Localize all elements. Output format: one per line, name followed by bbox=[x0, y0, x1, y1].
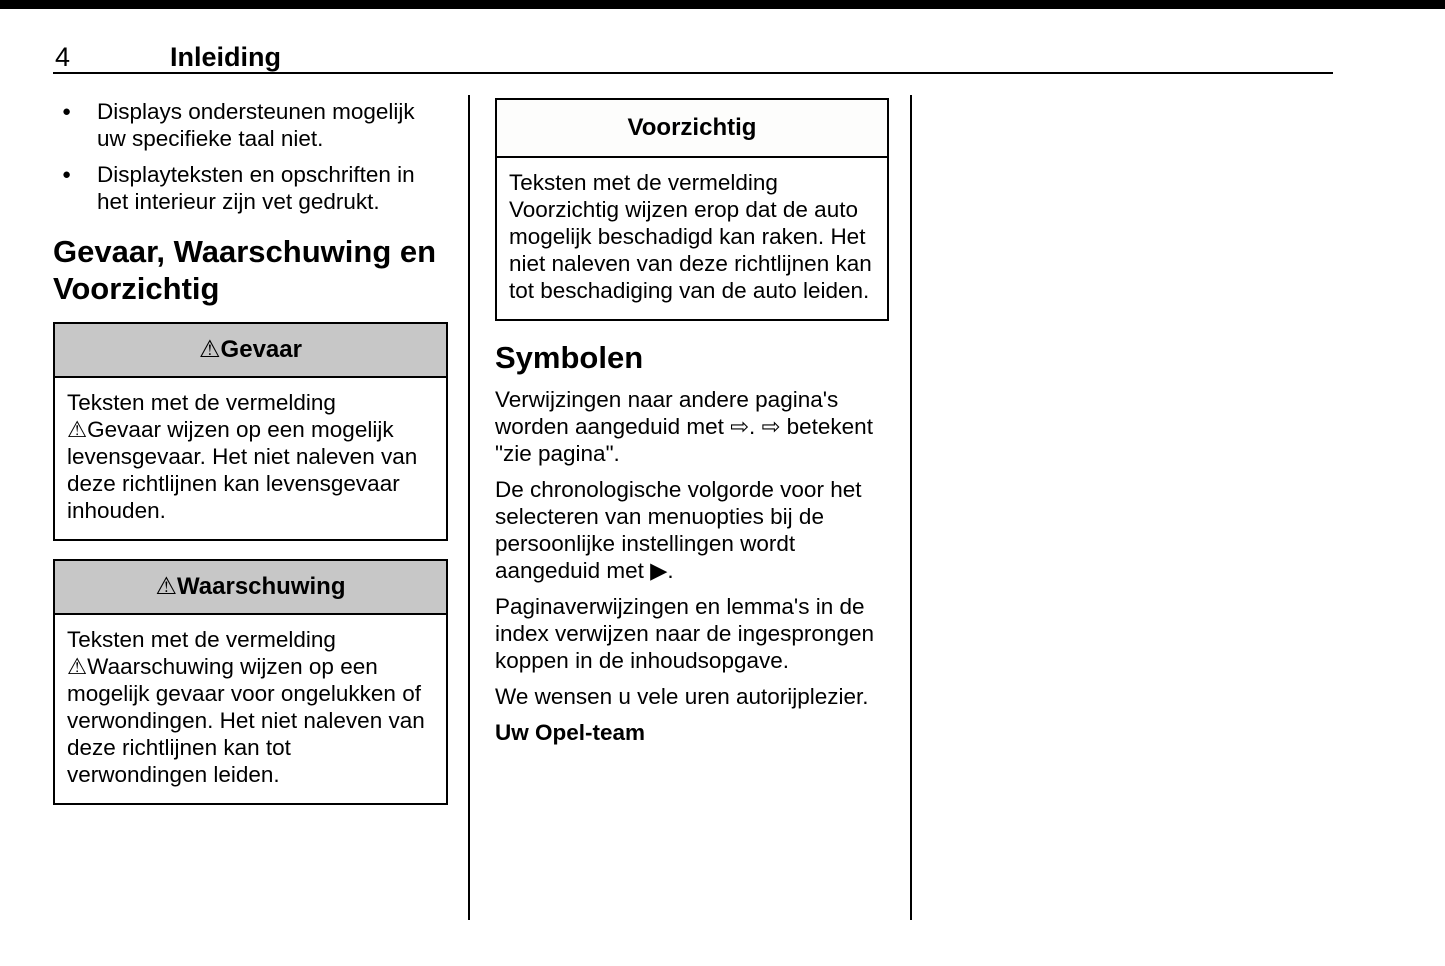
warning-box bbox=[53, 559, 448, 805]
list-item bbox=[53, 98, 448, 152]
caution-box-body: Teksten met de vermelding Voorzichtig wijzen erop dat de auto mogelijk beschadigd kan raken. Het niet naleven van deze richtlijnen kan tot beschadiging van de auto leiden. bbox=[509, 170, 872, 303]
column-divider-1 bbox=[468, 95, 470, 920]
danger-box bbox=[53, 322, 448, 541]
signature-opel-team: Uw Opel-team bbox=[495, 720, 646, 745]
bullet-icon: ● bbox=[62, 103, 72, 120]
bullet-list bbox=[53, 98, 448, 215]
danger-box-body: Teksten met de vermelding ⚠Gevaar wijzen op een mogelijk levensgevaar. Het niet naleven van deze richtlijnen kan levensgevaar inhouden. bbox=[67, 390, 418, 523]
warning-box-title: Waarschuwing bbox=[177, 573, 346, 600]
paragraph-menu-order: De chronologische volgorde voor het selecteren van menuopties bij de persoonlijke instellingen wordt aangeduid met ▶. bbox=[495, 477, 862, 583]
column-middle bbox=[495, 98, 889, 746]
section-heading-symbols: Symbolen bbox=[495, 340, 644, 375]
page-number: 4 bbox=[55, 42, 71, 72]
caution-box bbox=[495, 98, 889, 321]
warning-box-header bbox=[55, 561, 446, 615]
scan-edge-top bbox=[0, 0, 1445, 9]
column-left bbox=[53, 98, 448, 823]
chapter-title: Inleiding bbox=[170, 42, 281, 72]
warning-box-body: Teksten met de vermelding ⚠Waarschuwing wijzen op een mogelijk gevaar voor ongelukken of verwondingen. Het niet naleven van deze richtlijnen kan tot verwondingen leiden. bbox=[67, 627, 425, 787]
paragraph-wish: We wensen u vele uren autorijplezier. bbox=[495, 684, 869, 709]
bullet-icon: ● bbox=[62, 166, 72, 183]
section-heading-danger-warning-caution: Gevaar, Waarschuwing en Voorzichtig bbox=[53, 234, 437, 306]
warning-triangle-icon: ⚠ bbox=[155, 573, 178, 600]
warning-triangle-icon: ⚠ bbox=[199, 336, 221, 363]
danger-box-title: Gevaar bbox=[220, 336, 302, 363]
list-item bbox=[53, 161, 448, 215]
caution-box-header bbox=[497, 100, 887, 158]
bullet-text: Displays ondersteunen mogelijk uw specifieke taal niet. bbox=[97, 99, 415, 151]
column-divider-2 bbox=[910, 95, 912, 920]
header-rule bbox=[53, 72, 1333, 74]
paragraph-index-references: Paginaverwijzingen en lemma's in de index verwijzen naar de ingesprongen koppen in de inhoudsopgave. bbox=[495, 594, 874, 673]
caution-box-title: Voorzichtig bbox=[627, 114, 757, 141]
paragraph-page-references: Verwijzingen naar andere pagina's worden aangeduid met ⇨. ⇨ betekent "zie pagina". bbox=[495, 387, 873, 466]
bullet-text: Displayteksten en opschriften in het interieur zijn vet gedrukt. bbox=[97, 162, 415, 214]
danger-box-header bbox=[55, 324, 446, 378]
